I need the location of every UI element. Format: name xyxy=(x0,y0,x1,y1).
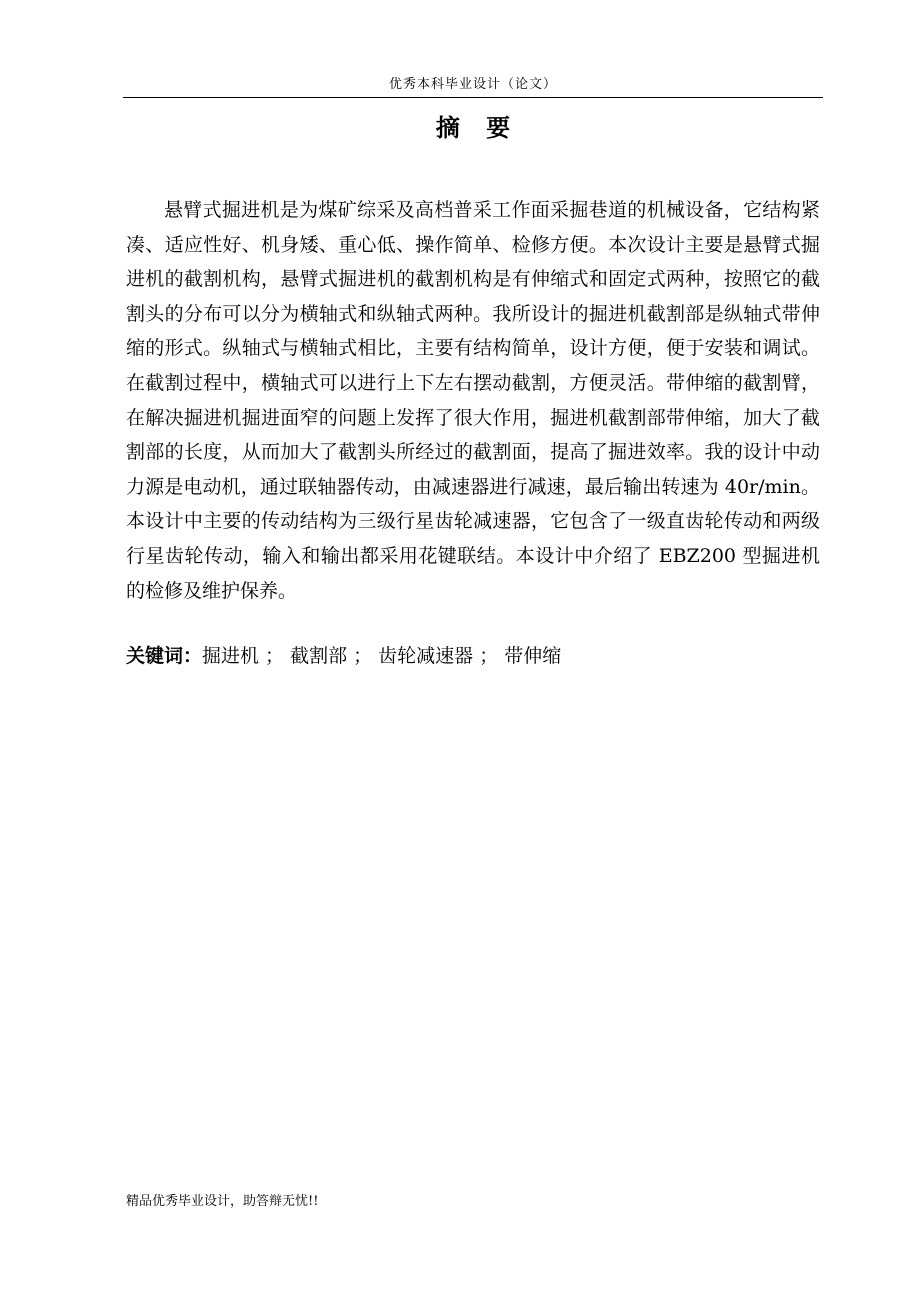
abstract-paragraph: 悬臂式掘进机是为煤矿综采及高档普采工作面采掘巷道的机械设备，它结构紧凑、适应性好、机身矮、重心低、操作简单、检修方便。本次设计主要是悬臂式掘进机的截割机构，悬臂式掘进机的截割机构是有伸缩式和固定式两种，按照它的截割头的分布可以分为横轴式和纵轴式两种。我所设计的掘进机截割部是纵轴式带伸缩的形式。纵轴式与横轴式相比，主要有结构简单，设计方便，便于安装和调试。在截割过程中，横轴式可以进行上下左右摆动截割，方便灵活。带伸缩的截割臂，在解决掘进机掘进面窄的问题上发挥了很大作用，掘进机截割部带伸缩，加大了截割部的长度，从而加大了截割头所经过的截割面，提高了掘进效率。我的设计中动力源是电动机，通过联轴器传动，由减速器进行减速，最后输出转速为 40r/min。本设计中主要的传动结构为三级行星齿轮减速器，它包含了一级直齿轮传动和两级行星齿轮传动，输入和输出都采用花键联结。本设计中介绍了 EBZ200 型掘进机的检修及维护保养。 xyxy=(126,199,820,602)
keywords-value: 掘进机 ； 截割部 ； 齿轮减速器 ； 带伸缩 xyxy=(202,645,562,667)
keywords-line xyxy=(126,639,820,673)
page-title: 摘 要 xyxy=(435,114,511,142)
keywords-label: 关键词： xyxy=(126,645,203,667)
footer-note: 精品优秀毕业设计，助答辩无忧!! xyxy=(126,1194,319,1209)
running-header: 优秀本科毕业设计（论文） xyxy=(388,77,557,92)
header-rule xyxy=(123,97,823,98)
